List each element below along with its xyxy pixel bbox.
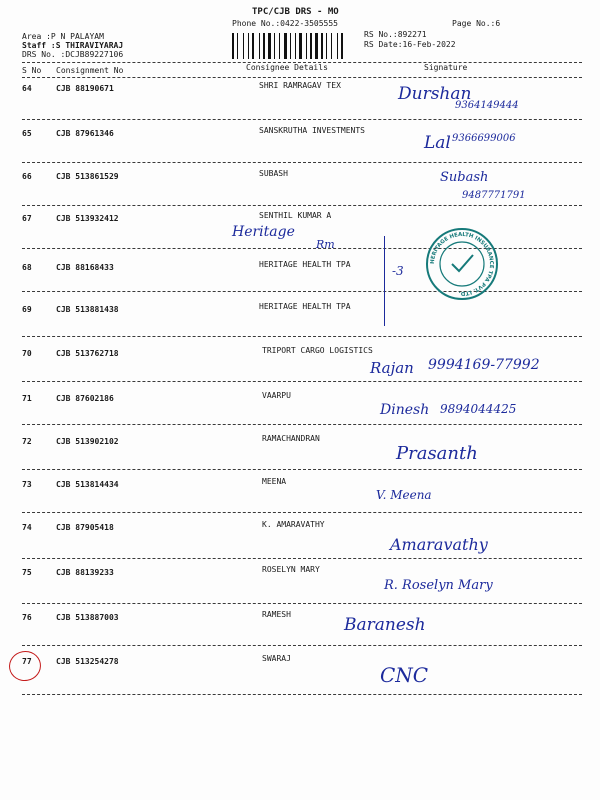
- barcode-bar: [321, 33, 323, 59]
- bracket-annotation: -3: [392, 264, 404, 278]
- barcode-bar: [250, 33, 251, 59]
- row-signature: Lal: [424, 133, 451, 153]
- row-consignee: SWARAJ: [262, 654, 291, 663]
- table-row: [0, 80, 600, 124]
- row-consignee: MEENA: [262, 477, 287, 486]
- barcode-bar: [299, 33, 302, 59]
- barcode-bar: [276, 33, 278, 59]
- row-consignment: CJB 513762718: [56, 349, 119, 358]
- row-consignment: CJB 87961346: [56, 129, 114, 138]
- barcode-bar: [268, 33, 271, 59]
- svg-text:HERITAGE HEALTH INSURANCE TPA: HERITAGE HEALTH INSURANCE TPA PVT. LTD.: [429, 231, 495, 297]
- row-consignment: CJB 513254278: [56, 657, 119, 666]
- row-sno: 69: [22, 305, 32, 314]
- barcode-bar: [263, 33, 265, 59]
- column-header-consignment: Consignment No: [56, 66, 124, 75]
- rs-no-line: [364, 30, 427, 40]
- row-sno: 68: [22, 263, 32, 272]
- barcode-bar: [290, 33, 291, 59]
- row-signature-phone: 9894044425: [440, 402, 517, 416]
- barcode-bar: [303, 33, 305, 59]
- row-consignee: HERITAGE HEALTH TPA: [259, 260, 351, 269]
- barcode-bar: [310, 33, 312, 59]
- barcode-bar: [297, 33, 298, 59]
- row-sno: 65: [22, 129, 32, 138]
- row-sno: 77: [22, 657, 32, 666]
- row-signature-phone: 9994169-77992: [428, 357, 540, 373]
- heritage-handwritten-sign-2: Rm: [316, 238, 335, 251]
- barcode-bar: [255, 33, 258, 59]
- barcode-bar: [324, 33, 325, 59]
- barcode-bar: [292, 33, 294, 59]
- barcode-bar: [339, 33, 340, 59]
- table-row: [0, 390, 600, 434]
- barcode-bar: [232, 33, 234, 59]
- phone-line: [232, 19, 338, 29]
- table-row: [0, 564, 600, 608]
- barcode-bar: [261, 33, 262, 59]
- column-header-sno: S No: [22, 66, 42, 75]
- area-value: P N PALAYAM: [50, 32, 104, 41]
- row-signature-phone: 9366699006: [452, 133, 516, 144]
- row-divider: [22, 336, 582, 337]
- row-divider: [22, 119, 582, 120]
- row-consignee: SUBASH: [259, 169, 288, 178]
- row-divider: [22, 558, 582, 559]
- row-signature-phone: 9364149444: [455, 100, 519, 111]
- rs-date-value: 16-Feb-2022: [402, 40, 456, 49]
- row-consignment: CJB 88190671: [56, 84, 114, 93]
- row-divider: [22, 162, 582, 163]
- row-divider: [22, 694, 582, 695]
- table-row: [0, 476, 600, 520]
- row-divider: [22, 381, 582, 382]
- table-row: [0, 653, 600, 697]
- row-consignment: CJB 87905418: [56, 523, 114, 532]
- barcode-bar: [245, 33, 247, 59]
- barcode-bar: [333, 33, 336, 59]
- column-header-signature: Signature: [424, 63, 468, 72]
- row-consignment: CJB 513932412: [56, 214, 119, 223]
- row-divider: [22, 469, 582, 470]
- barcode-bar: [295, 33, 296, 59]
- row-consignee: RAMACHANDRAN: [262, 434, 320, 443]
- row-consignment: CJB 513887003: [56, 613, 119, 622]
- row-sno: 66: [22, 172, 32, 181]
- row-consignee: VAARPU: [262, 391, 291, 400]
- table-row: [0, 609, 600, 653]
- rs-no-label: RS No.:: [364, 30, 398, 39]
- barcode-bar: [313, 33, 314, 59]
- barcode: [232, 33, 360, 59]
- staff-label: Staff :: [22, 41, 56, 50]
- barcode-bar: [248, 33, 249, 59]
- row-signature: Durshan: [398, 84, 472, 104]
- barcode-bar: [328, 33, 330, 59]
- barcode-bar: [341, 33, 343, 59]
- barcode-bar: [235, 33, 236, 59]
- barcode-bar: [237, 33, 238, 59]
- row-sno: 71: [22, 394, 32, 403]
- row-consignee: ROSELYN MARY: [262, 565, 320, 574]
- barcode-bar: [331, 33, 332, 59]
- row-consignment: CJB 513861529: [56, 172, 119, 181]
- row-consignee: SHRI RAMRAGAV TEX: [259, 81, 341, 90]
- barcode-bar: [281, 33, 283, 59]
- row-signature: Prasanth: [396, 443, 478, 464]
- area-label: Area :: [22, 32, 51, 41]
- barcode-bar: [306, 33, 307, 59]
- row-sno: 76: [22, 613, 32, 622]
- page-number: [452, 19, 500, 29]
- row-divider: [22, 603, 582, 604]
- row-signature: Amaravathy: [390, 535, 488, 554]
- row-sno: 64: [22, 84, 32, 93]
- barcode-bar: [344, 33, 345, 59]
- barcode-bar: [243, 33, 244, 59]
- heritage-handwritten-sign: Heritage: [232, 224, 295, 240]
- table-row: [0, 519, 600, 563]
- row-signature: CNC: [380, 663, 429, 687]
- phone-label: Phone No.:: [232, 19, 281, 28]
- row-signature-phone: 9487771791: [462, 190, 526, 201]
- row-sno: 67: [22, 214, 32, 223]
- barcode-bar: [319, 33, 320, 59]
- row-signature: Dinesh: [380, 402, 430, 418]
- table-row: [0, 259, 600, 303]
- barcode-bar: [326, 33, 327, 59]
- row-signature: Baranesh: [344, 615, 426, 635]
- barcode-bar: [272, 33, 273, 59]
- barcode-bar: [266, 33, 267, 59]
- row-consignee: HERITAGE HEALTH TPA: [259, 302, 351, 311]
- staff-value: S THIRAVIYARAJ: [55, 41, 124, 50]
- table-row: [0, 433, 600, 477]
- rs-no-value: 892271: [397, 30, 427, 39]
- row-consignment: CJB 513814434: [56, 480, 119, 489]
- row-divider: [22, 205, 582, 206]
- barcode-bar: [252, 33, 254, 59]
- row-sno: 75: [22, 568, 32, 577]
- barcode-bar: [288, 33, 289, 59]
- bracket-mark: [378, 236, 385, 326]
- row-consignment: CJB 88168433: [56, 263, 114, 272]
- row-divider: [22, 645, 582, 646]
- row-signature: Rajan: [370, 359, 414, 377]
- page-label: Page No.:: [452, 19, 496, 28]
- row-consignment: CJB 88139233: [56, 568, 114, 577]
- page-value: 6: [495, 19, 501, 28]
- barcode-bar: [279, 33, 280, 59]
- document-title: TPC/CJB DRS - MO: [252, 7, 339, 17]
- rs-date-label: RS Date:: [364, 40, 403, 49]
- company-seal-stamp: [424, 226, 500, 302]
- row-consignee: TRIPORT CARGO LOGISTICS: [262, 346, 373, 355]
- row-divider: [22, 512, 582, 513]
- table-row: [0, 301, 600, 345]
- row-consignee: SANSKRUTHA INVESTMENTS: [259, 126, 365, 135]
- row-consignee: SENTHIL KUMAR A: [259, 211, 332, 220]
- row-divider: [22, 424, 582, 425]
- row-sno: 72: [22, 437, 32, 446]
- row-consignment: CJB 513902102: [56, 437, 119, 446]
- header-divider-bottom: [22, 77, 582, 78]
- row-sno: 73: [22, 480, 32, 489]
- row-signature: V. Meena: [376, 488, 432, 502]
- barcode-bar: [308, 33, 309, 59]
- drs-label: DRS No. :: [22, 50, 66, 59]
- row-signature: R. Roselyn Mary: [384, 578, 493, 593]
- row-sno: 74: [22, 523, 32, 532]
- barcode-bar: [284, 33, 287, 59]
- table-row: [0, 345, 600, 389]
- row-signature: Subash: [440, 170, 489, 185]
- row-sno: 70: [22, 349, 32, 358]
- drs-line: [22, 50, 123, 60]
- row-consignee: RAMESH: [262, 610, 291, 619]
- rs-date-line: [364, 40, 456, 50]
- column-header-consignee: Consignee Details: [246, 63, 328, 72]
- row-consignment: CJB 87602186: [56, 394, 114, 403]
- row-consignment: CJB 513881438: [56, 305, 119, 314]
- barcode-bar: [337, 33, 338, 59]
- barcode-bar: [315, 33, 318, 59]
- phone-number: 0422-3505555: [280, 19, 338, 28]
- drs-value: DCJB89227106: [65, 50, 124, 59]
- barcode-bar: [259, 33, 260, 59]
- row-consignee: K. AMARAVATHY: [262, 520, 325, 529]
- barcode-bar: [274, 33, 275, 59]
- barcode-bar: [239, 33, 242, 59]
